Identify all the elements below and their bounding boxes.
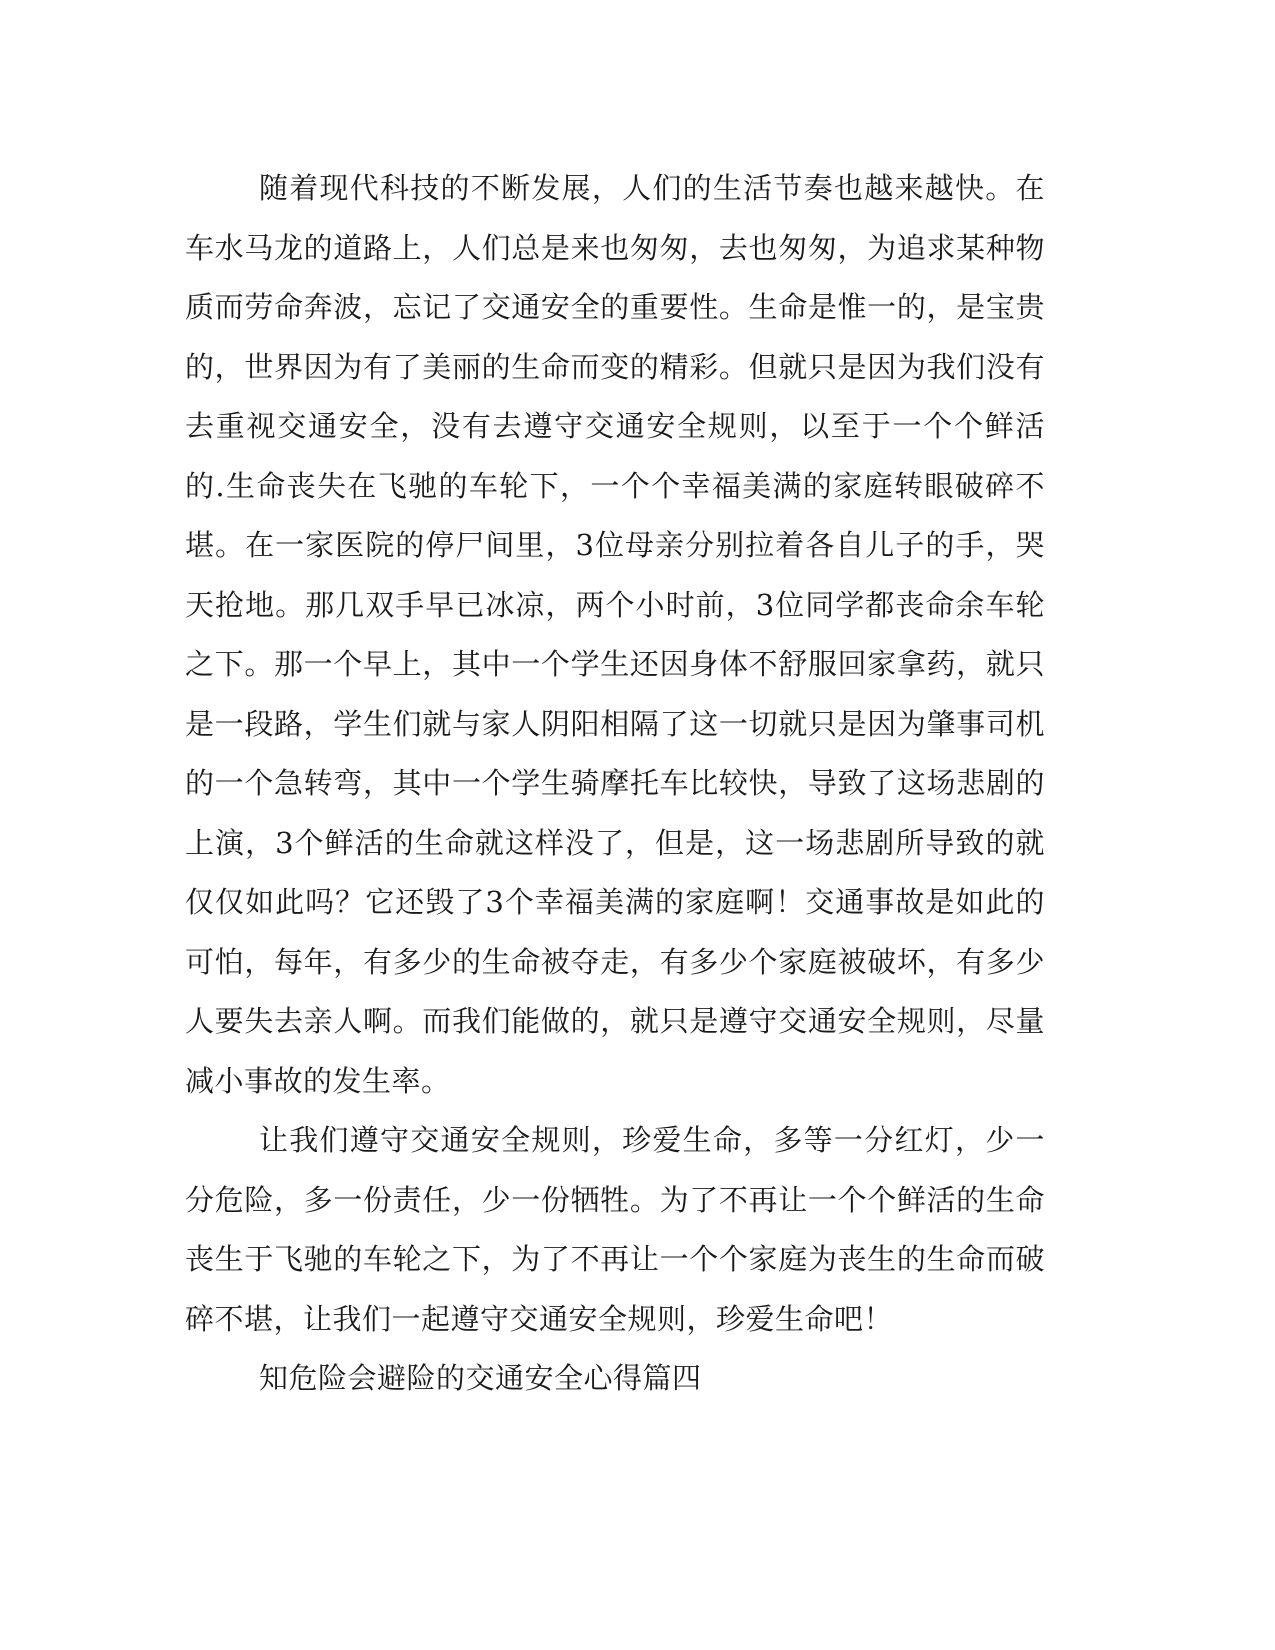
paragraph-2: 让我们遵守交通安全规则，珍爱生命，多等一分红灯，少一分危险，多一份责任，少一份牺牲。为了不再让一个个鲜活的生命丧生于飞驰的车轮之下，为了不再让一个个家庭为丧生的生命而破碎不堪，让我们一起遵守交通安全规则，珍爱生命吧！ bbox=[185, 1123, 1045, 1336]
section-heading: 知危险会避险的交通安全心得篇四 bbox=[259, 1361, 702, 1395]
paragraph-1: 随着现代科技的不断发展，人们的生活节奏也越来越快。在车水马龙的道路上，人们总是来也匆匆，去也匆匆，为追求某种物质而劳命奔波，忘记了交通安全的重要性。生命是惟一的，是宝贵的，世界因为有了美丽的生命而变的精彩。但就只是因为我们没有去重视交通安全，没有去遵守交通安全规则，以至于一个个鲜活的.生命丧失在飞驰的车轮下，一个个幸福美满的家庭转眼破碎不堪。在一家医院的停尸间里，3位母亲分别拉着各自儿子的手，哭天抢地。那几双手早已冰凉，两个小时前，3位同学都丧命余车轮之下。那一个早上，其中一个学生还因身体不舒服回家拿药，就只是一段路，学生们就与家人阴阳相隔了这一切就只是因为肇事司机的一个急转弯，其中一个学生骑摩托车比较快，导致了这场悲剧的上演，3个鲜活的生命就这样没了，但是，这一场悲剧所导致的就仅仅如此吗？它还毁了3个幸福美满的家庭啊！交通事故是如此的可怕，每年，有多少的生命被夺走，有多少个家庭被破坏，有多少人要失去亲人啊。而我们能做的，就只是遵守交通安全规则，尽量减小事故的发生率。 bbox=[185, 171, 1045, 1098]
document-body bbox=[185, 159, 1045, 1409]
